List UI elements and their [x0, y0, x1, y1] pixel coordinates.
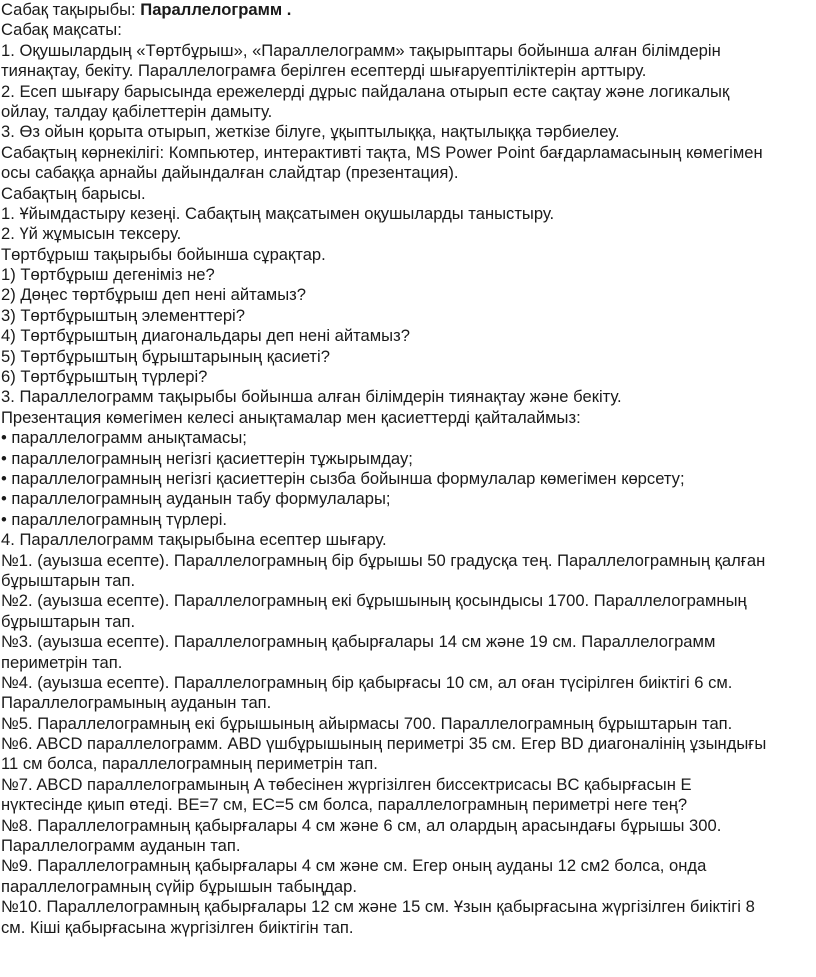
problem-line: №1. (ауызша есепте). Параллелограмның бір бұрышы 50 градусқа тең. Параллелограмның қалған	[1, 550, 766, 570]
progress-heading: Сабақтың барысы.	[1, 183, 146, 203]
problem-line: №9. Параллелограмның қабырғалары 4 см және см. Егер оның ауданы 12 см2 болса, онда	[1, 856, 707, 876]
bullet-item: • параллелограмның түрлері.	[1, 509, 228, 529]
problem-line: №8. Параллелограмның қабырғалары 4 см және 6 см, ал олардың арасындағы бұрышы 300.	[1, 815, 722, 835]
problem-line: №2. (ауызша есепте). Параллелограмның екі бұрышының қосындысы 1700. Параллелограмның	[1, 591, 747, 611]
problem-line: №7. ABCD параллелограмының A төбесінен жүргізілген биссектрисасы BC қабырғасын E	[1, 774, 692, 794]
bullet-item: • параллелограмның негізгі қасиеттерін тұжырымдау;	[1, 448, 413, 468]
problem-line: бұрыштарын тап.	[1, 611, 136, 631]
question-item: 5) Төртбұрыштың бұрыштарының қасиеті?	[1, 346, 330, 366]
question-item: 6) Төртбұрыштың түрлері?	[1, 367, 208, 387]
question-item: 4) Төртбұрыштың диагональдары деп нені айтамыз?	[1, 326, 410, 346]
step-line: 1. Ұйымдастыру кезеңі. Сабақтың мақсатымен оқушыларды таныстыру.	[1, 203, 555, 223]
problem-line: нүктесінде қиып өтеді. BE=7 см, EC=5 см болса, параллелограмның периметрі неге тең?	[1, 795, 688, 815]
presentation-intro: Презентация көмегімен келесі анықтамалар мен қасиеттерді қайталаймыз:	[1, 407, 581, 427]
goal-line: 1. Оқушылардың «Төртбұрыш», «Параллелограмм» тақырыптары бойынша алған білімдерін	[1, 40, 721, 60]
problem-line: №4. (ауызша есепте). Параллелограмның бір қабырғасы 10 см, ал оған түсірілген биіктігі 6 см.	[1, 672, 733, 692]
problem-line: №6. ABCD параллелограмм. ABD үшбұрышының периметрі 35 см. Егер BD диагоналінің ұзындығы	[1, 734, 767, 754]
problem-line: бұрыштарын тап.	[1, 570, 136, 590]
problem-line: №5. Параллелограмның екі бұрышының айырмасы 700. Параллелограмның бұрыштарын тап.	[1, 713, 733, 733]
problem-line: см. Кіші қабырғасына жүргізілген биіктігін тап.	[1, 917, 354, 937]
goal-line: 3. Өз ойын қорыта отырып, жеткізе білуге, ұқыптылыққа, нақтылыққа тәрбиелеу.	[1, 122, 620, 142]
problem-line: №3. (ауызша есепте). Параллелограмның қабырғалары 14 см және 19 см. Параллелограмм	[1, 632, 716, 652]
goal-line: 2. Есеп шығару барысында ережелерді дұрыс пайдалана отырып есте сақтау және логикалық	[1, 81, 730, 101]
questions-heading: Төртбұрыш тақырыбы бойынша сұрақтар.	[1, 244, 326, 264]
problem-line: 11 см болса, параллелограмның периметрін тап.	[1, 754, 378, 774]
goals-heading: Сабақ мақсаты:	[1, 20, 122, 40]
problem-line: Параллелограмм ауданын тап.	[1, 836, 241, 856]
lesson-topic	[1, 0, 816, 20]
step-line: 3. Параллелограмм тақырыбы бойынша алған білімдерін тиянақтау және бекіту.	[1, 387, 622, 407]
step-line: 2. Үй жұмысын тексеру.	[1, 224, 182, 244]
problem-line: параллелограмның сүйір бұрышын табыңдар.	[1, 876, 357, 896]
step-line: 4. Параллелограмм тақырыбына есептер шығару.	[1, 530, 387, 550]
bullet-item: • параллелограмның негізгі қасиеттерін сызба бойынша формулалар көмегімен көрсету;	[1, 468, 685, 488]
bullet-item: • параллелограмның ауданын табу формулалары;	[1, 489, 391, 509]
problem-line: Параллелограмының ауданын тап.	[1, 693, 272, 713]
problem-line: №10. Параллелограмның қабырғалары 12 см және 15 см. Ұзын қабырғасына жүргізілген биіктігі 8	[1, 897, 755, 917]
goal-line: тиянақтау, бекіту. Параллелограмға берілген есептерді шығаруептіліктерін арттыру.	[1, 61, 647, 81]
question-item: 3) Төртбұрыштың элементтері?	[1, 305, 245, 325]
lesson-topic-value: Параллелограмм .	[140, 0, 292, 19]
visuals-line: Сабақтың көрнекілігі: Компьютер, интерактивті тақта, MS Power Point бағдарламасының көмегімен	[1, 142, 763, 162]
bullet-item: • параллелограмм анықтамасы;	[1, 428, 247, 448]
problem-line: периметрін тап.	[1, 652, 123, 672]
question-item: 2) Дөңес төртбұрыш деп нені айтамыз?	[1, 285, 306, 305]
question-item: 1) Төртбұрыш дегеніміз не?	[1, 265, 215, 285]
visuals-line: осы сабаққа арнайы дайындалған слайдтар (презентация).	[1, 163, 459, 183]
goal-line: ойлау, талдау қабілеттерін дамыту.	[1, 101, 273, 121]
lesson-topic-label: Сабақ тақырыбы:	[1, 0, 141, 19]
